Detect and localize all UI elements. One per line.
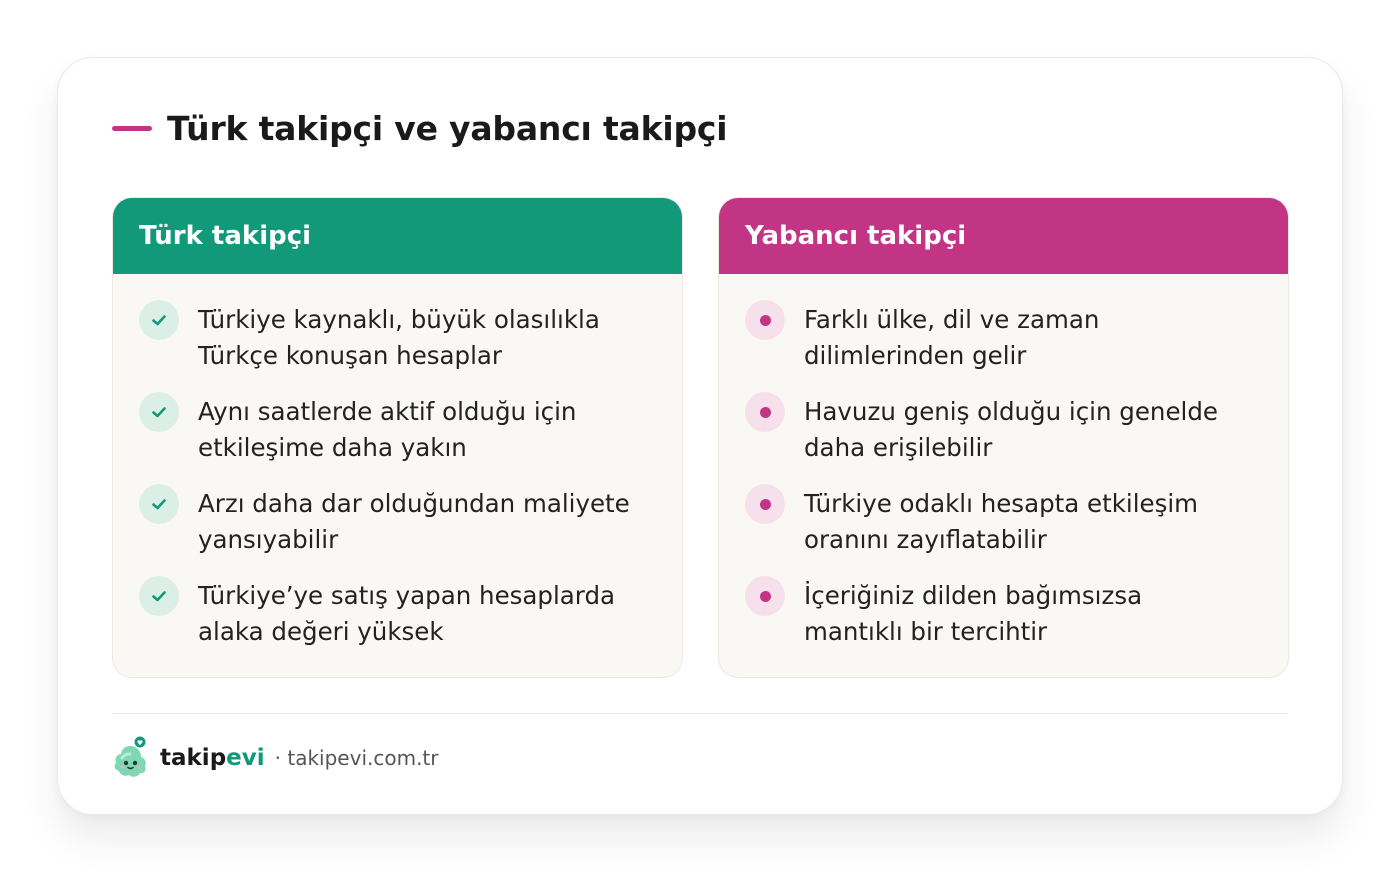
takipevi-logo-icon — [110, 736, 150, 780]
yabanci-item-list — [719, 274, 1288, 668]
list-item-text: Türkiye kaynaklı, büyük olasılıkla Türkçe konuşan hesaplar — [198, 305, 600, 370]
list-item-text: Havuzu geniş olduğu için genelde daha erişilebilir — [804, 397, 1218, 462]
list-item-text: Farklı ülke, dil ve zaman dilimlerinden gelir — [804, 305, 1100, 370]
brand-name-accent: evi — [226, 745, 265, 771]
list-item-text: Arzı daha dar olduğundan maliyete yansıyabilir — [198, 489, 630, 554]
dot-icon — [745, 300, 785, 340]
comparison-card — [57, 57, 1343, 815]
title-row — [112, 106, 727, 150]
list-item — [745, 484, 1262, 576]
dot-icon — [745, 392, 785, 432]
dot-icon — [745, 576, 785, 616]
panel-heading: Yabancı takipçi — [745, 221, 967, 251]
title-accent-bar — [112, 126, 152, 131]
dot-icon — [745, 484, 785, 524]
list-item — [139, 484, 656, 576]
page-title: Türk takipçi ve yabancı takipçi — [167, 108, 728, 148]
turk-takipci-panel — [112, 197, 683, 678]
list-item — [139, 392, 656, 484]
list-item — [745, 392, 1262, 484]
check-icon — [139, 300, 179, 340]
check-icon — [139, 392, 179, 432]
list-item-text: İçeriğiniz dilden bağımsızsa mantıklı bir tercihtir — [804, 581, 1143, 646]
list-item-text: Türkiye’ye satış yapan hesaplarda alaka değeri yüksek — [198, 581, 616, 646]
footer — [110, 734, 439, 782]
list-item — [745, 300, 1262, 392]
footer-domain: · takipevi.com.tr — [274, 746, 439, 770]
list-item — [139, 576, 656, 668]
footer-divider — [112, 713, 1288, 714]
panel-heading: Türk takipçi — [139, 221, 312, 251]
brand-name: takip — [160, 745, 227, 771]
list-item-text: Aynı saatlerde aktif olduğu için etkileşime daha yakın — [198, 397, 577, 462]
panel-header-yabanci — [719, 198, 1288, 274]
panel-header-turk — [113, 198, 682, 274]
yabanci-takipci-panel — [718, 197, 1289, 678]
check-icon — [139, 576, 179, 616]
check-icon — [139, 484, 179, 524]
turk-item-list — [113, 274, 682, 668]
list-item-text: Türkiye odaklı hesapta etkileşim oranını zayıflatabilir — [804, 489, 1199, 554]
list-item — [139, 300, 656, 392]
list-item — [745, 576, 1262, 668]
